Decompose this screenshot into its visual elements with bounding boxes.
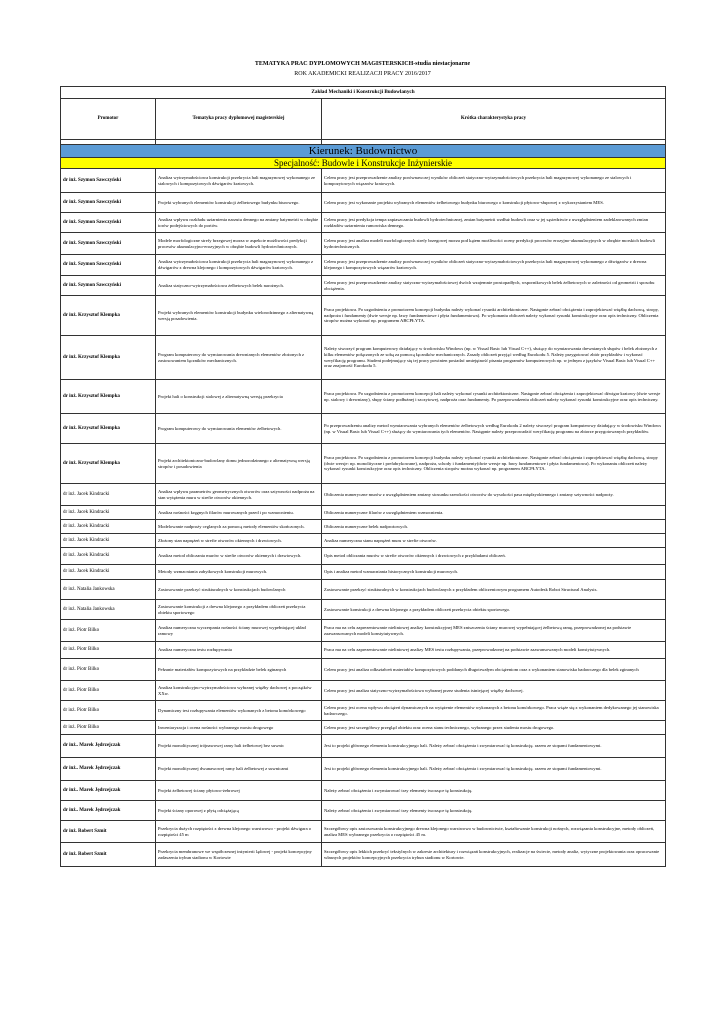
topic-cell: Pełzanie materiałów kompozytowych na przykładzie belek zginanych — [156, 659, 322, 681]
topic-cell: Zastosowanie przekryć strukturalnych w konstrukcjach budowlanych — [156, 580, 322, 600]
topic-cell: Projekt wybranych elementów konstrukcji budynku wielorodzinnego z alternatywną wersją posadowienia. — [156, 296, 322, 336]
description-cell: Obliczenia numeryczne murów z uwzględnieniem zmiany stosunku szerokości otworów do wysokości pasa międzyokiennego i zmiany sztywności nadproży. — [322, 484, 666, 506]
table-row — [61, 213, 666, 233]
description-cell: Należy zebrać obciążenia i zwymiarować trzy elementy tworzące tę konstrukcję. — [322, 801, 666, 821]
promotor-cell: dr inż. Szymon Sawczyński — [61, 233, 156, 255]
description-cell: Praca projektowa. Po uzgodnieniu z promotorem koncepcji hali należy wykonać rysunki architektoniczne. Następnie zebrać obciążenia i zaprojektować dźwigar kratowy (dwie wersje np. stalowy i drewniany), słupy ściany podłużnej i szczytowej, nadproża oraz fundamenty. Po przeprowadzeniu obliczeń należy wykonać rysunki konstrukcyjne oraz opis techniczny. — [322, 380, 666, 414]
description-cell: Celem pracy jest przeprowadzenie analizy porównawczej wyników obliczeń statyczno-wytrzymałościowych przekrycia hali magazynowej wykonanego z dźwigarów z drewna klejonego i kompozytowych wiązarów kratowych. — [322, 255, 666, 276]
topic-cell: Projekt monolitycznej dwunawowej ramy hali żelbetowej z suwnicami — [156, 758, 322, 781]
promotor-cell: dr inż. Piotr Bilko — [61, 721, 156, 735]
topic-cell: Analiza wpływu parametrów geometrycznych otworów oraz sztywności nadproża na stan wytężenia muru w strefie otworów okiennych. — [156, 484, 322, 506]
table-row — [61, 781, 666, 801]
table-row — [61, 843, 666, 867]
table-row — [61, 506, 666, 520]
table-row — [61, 821, 666, 843]
topic-cell: Modele morfologiczne strefy brzegowej morza w aspekcie możliwości predykcji procesów akumulacyjno-erozyjnych w obrębie budowli hydrotechnicznych. — [156, 233, 322, 255]
promotor-cell: dr inż. Piotr Bilko — [61, 659, 156, 681]
table-row — [61, 735, 666, 758]
description-cell: Celem pracy jest wykonanie projektu wybranych elementów żelbetowego budynku biurowego o konstrukcji płytowo-słupowej z wykorzystaniem MES. — [322, 193, 666, 213]
description-cell: Należy stworzyć program komputerowy działający w środowisku Windows (np. w Visual Basic lub Visual C++), służący do wymiarowania drewnianych słupów i belek złożonych z kilku elementów połączonych ze sobą za pomocą łączników mechanicznych. Zasady obliczeń przyjąć według Eurokodu 5. Należy przygotować zbiór przykładów i wykonać weryfikację programu. Student podejmujący się tej pracy powinien posiadać umiejętność pisania programów komputerowych np. w jednym z języków Visual Basic lub Visual C++ oraz znajomość Eurokodu 5. — [322, 336, 666, 380]
promotor-cell: dr inż.. Marek Jędrzejczak — [61, 801, 156, 821]
table-row — [61, 233, 666, 255]
description-cell: Celem pracy jest analiza modeli morfologicznych strefy brzegowej morza pod kątem możliwości oceny predykcji procesów erozyjno-akumulacyjnych w obrębie morskich budowli hydrotechnicznych. — [322, 233, 666, 255]
promotor-cell: dr inż. Natalia Jankowska — [61, 600, 156, 620]
description-cell: Obliczenia numeryczne belek nadprożowych. — [322, 520, 666, 534]
table-row — [61, 681, 666, 701]
topic-cell: Modelowanie nadproży ceglanych za pomocą metody elementów skończonych. — [156, 520, 322, 534]
promotor-cell: dr inż. Szymon Sawczyński — [61, 276, 156, 296]
description-cell: Analiza numeryczna stanu naprężeń muru w strefie otworów. — [322, 534, 666, 548]
table-row — [61, 565, 666, 580]
table-row — [61, 484, 666, 506]
topic-cell: Program komputerowy do wymiarowania drewnianych elementów złożonych z zastosowaniem łączników mechanicznych. — [156, 336, 322, 380]
table-row — [61, 534, 666, 548]
promotor-cell: dr inż. Szymon Sawczyński — [61, 255, 156, 276]
table-row — [61, 580, 666, 600]
promotor-cell: dr inż. Jacek Kindracki — [61, 548, 156, 565]
topic-cell: Złożony stan naprężeń w strefie otworów okiennych i drzwiowych. — [156, 534, 322, 548]
description-cell: Szczegółowy opis zastosowania konstrukcyjnego drewna klejonego warstwowo w budownictwie, kształtowanie konstrukcji nośnych, rozwiązania konstrukcyjne, metody obliczeń, analiza MES wybranego przekrycia o rozpiętości 45 m. — [322, 821, 666, 843]
table-row — [61, 701, 666, 721]
promotor-cell: dr inż. Krzysztof Klempka — [61, 336, 156, 380]
column-header-row — [61, 99, 666, 140]
kierunek-label: Kierunek: Budownictwo — [61, 145, 666, 158]
table-row — [61, 276, 666, 296]
promotor-cell: dr inż.. Marek Jędrzejczak — [61, 735, 156, 758]
table-row — [61, 801, 666, 821]
topic-cell: Projekt monolitycznej trójnawowej ramy hali żelbetowej bez suwnic — [156, 735, 322, 758]
unit-name: Zakład Mechaniki i Konstrukcji Budowlanych — [61, 87, 666, 99]
description-cell: Celem pracy jest przeprowadzenie analizy porównawczej wyników obliczeń statyczno-wytrzymałościowych przekrycia hali magazynowej wykonanego ze stalowych i kompozytowych wiązarów kratowych. — [322, 169, 666, 193]
topic-cell: Inwentaryzacja i ocena nośności wybranego mostu drogowego — [156, 721, 322, 735]
description-cell: Opis i analiza metod wzmacniania historycznych konstrukcji murowych. — [322, 565, 666, 580]
specjalnosc-label: Specjalność: Budowle i Konstrukcje Inżynierskie — [61, 158, 666, 169]
topic-cell: Analiza metod obliczania murów w strefie otworów okiennych i drzwiowych. — [156, 548, 322, 565]
promotor-cell: dr inż. Krzysztof Klempka — [61, 296, 156, 336]
topic-cell: Analiza numeryczna wyczerpania nośności ściany murowej wypełniającej układ ramowy — [156, 620, 322, 642]
promotor-cell: dr inż. Piotr Bilko — [61, 681, 156, 701]
promotor-cell: dr inż.. Marek Jędrzejczak — [61, 758, 156, 781]
promotor-cell: dr inż. Robert Szmit — [61, 821, 156, 843]
kierunek-row — [61, 145, 666, 158]
description-cell: Zastosowanie przekryć strukturalnych w konstrukcjach budowlanych z przykładem obliczeniowym programem Autodesk Robot Structural Analysis. — [322, 580, 666, 600]
topics-table — [60, 86, 666, 867]
description-cell: Praca projektowa. Po uzgodnieniu z promotorem koncepcji budynku należy wykonać rysunki architektoniczne. Następnie zebrać obciążenia i zaprojektować więźbę dachową, stropy (dwie wersje: np. monolityczne i prefabrykowane), nadproża, schody i fundamenty(dwie wersje np. ławy fundamentowe i płyta fundamentowa). Po wykonaniu obliczeń należy wykonać rysunki konstrukcyjne oraz opis techniczny. Obliczenia stropów można wykonać np. programem ABCPŁYTA. — [322, 444, 666, 484]
table-row — [61, 296, 666, 336]
promotor-cell: dr inż. Krzysztof Klempka — [61, 414, 156, 444]
description-cell: Po przeprowadzeniu analizy metod wymiarowania wybranych elementów żelbetowych według Eurokodu 2 należy stworzyć program komputerowy działający w środowisku Windows (np. w Visual Basic lub Visual C++) służący do wymiarowania tych elementów. Następnie należy przeprowadzić weryfikację programu na zbiorze przygotowanych przykładów. — [322, 414, 666, 444]
description-cell: Celem pracy jest przeprowadzenie analizy statyczno-wytrzymałościowej dwóch wzajemnie prostopadłych, wspornikowych belek żelbetowych w zależności od geometrii i sposobu obciążenia. — [322, 276, 666, 296]
topic-cell: Analiza wytrzymałościowa konstrukcji przekrycia hali magazynowej wykonanego z dźwigarów z drewna klejonego i kompozytowych dźwigarów kratowych. — [156, 255, 322, 276]
promotor-cell: dr inż. Piotr Bilko — [61, 701, 156, 721]
table-row — [61, 520, 666, 534]
description-cell: Szczegółowy opis lekkich przekryć tekstylnych w zakresie architektury i rozwiązań konstrukcyjnych, realizacje na świecie, metody analiz, wytyczne projektowania oraz opracowanie własnych projektów koncepcyjnych przekrycia trybun stadionu w Kortowie. — [322, 843, 666, 867]
table-row — [61, 414, 666, 444]
description-cell: Należy zebrać obciążenia i zwymiarować trzy elementy tworzące tę konstrukcję. — [322, 781, 666, 801]
table-row — [61, 721, 666, 735]
topic-cell: Projekt architektoniczno-budowlany domu jednorodzinnego z alternatywną wersją stropów i posadowienia — [156, 444, 322, 484]
table-row — [61, 659, 666, 681]
promotor-cell: dr inż. Krzysztof Klempka — [61, 380, 156, 414]
description-cell: Zastosowanie konstrukcji z drewna klejonego z przykładem obliczeń przekrycia obiektu sportowego. — [322, 600, 666, 620]
promotor-cell: dr inż. Jacek Kindracki — [61, 520, 156, 534]
table-row — [61, 336, 666, 380]
topic-cell: Metody wzmacniania zabytkowych konstrukcji murowych. — [156, 565, 322, 580]
table-row — [61, 620, 666, 642]
topic-cell: Zastosowanie konstrukcji z drewna klejonego z przykładem obliczeń przekrycia obiektu sportowego — [156, 600, 322, 620]
promotor-cell: dr inż. Jacek Kindracki — [61, 484, 156, 506]
promotor-cell: dr inż. Natalia Jankowska — [61, 580, 156, 600]
description-cell: Celem pracy jest szczegółowy przegląd obiektu oraz ocena stanu technicznego, wybranego przez studenta mostu drogowego. — [322, 721, 666, 735]
topic-cell: Projekt wybranych elementów konstrukcji żelbetowego budynku biurowego. — [156, 193, 322, 213]
promotor-cell: dr inż. Krzysztof Klempka — [61, 444, 156, 484]
table-row — [61, 642, 666, 659]
topic-cell: Analiza nośności kręgnych filarów murowanych przed i po wzmocnieniu. — [156, 506, 322, 520]
description-cell: Obliczenia numeryczne filarów z uwzględnieniem wzmocnienia. — [322, 506, 666, 520]
table-row — [61, 193, 666, 213]
unit-row — [61, 87, 666, 99]
promotor-cell: dr inż. Piotr Bilko — [61, 620, 156, 642]
topic-cell: Przekrycia membranowe we współczesnej inżynierii lądowej - projekt koncepcyjny zadaszenia trybun stadionu w Kortowie — [156, 843, 322, 867]
topic-cell: Przekrycia dużych rozpiętości z drewna klejonego warstwowo - projekt dźwigara o rozpiętości 45 m — [156, 821, 322, 843]
description-cell: Jest to projekt głównego elementu konstrukcyjnego hali. Należy zebrać obciążenia i zwymiarować tę konstrukcję. razem ze stopami fundamentowymi. — [322, 735, 666, 758]
table-row — [61, 548, 666, 565]
description-cell: Praca ma na celu zaprezentowanie nieliniowej analizy MES testu rozłupywania, przeprowadzonej na podstawie zaawansowanych modeli konstytutywnych. — [322, 642, 666, 659]
topic-cell: Analiza statyczno-wytrzymałościowa żelbetowych belek narożnych. — [156, 276, 322, 296]
table-row — [61, 758, 666, 781]
description-cell: Celem pracy jest ocena wpływu obciążeń dynamicznych na wytężenie elementów wykonanych z betonu komórkowego. Praca wiąże się z wykonaniem dedykowanego jej stanowiska badawczego. — [322, 701, 666, 721]
description-cell: Jest to projekt głównego elementu konstrukcyjnego hali. Należy zebrać obciążenia i zwymiarować tę konstrukcję. razem ze stopami fundamentowymi. — [322, 758, 666, 781]
table-row — [61, 380, 666, 414]
promotor-cell: dr inż.. Marek Jędrzejczak — [61, 781, 156, 801]
promotor-cell: dr inż. Robert Szmit — [61, 843, 156, 867]
academic-year: ROK AKADEMICKI REALIZACJI PRACY 2016/2017 — [294, 71, 431, 77]
description-cell: Celem pracy jest predykcja tempa zapiaszczania budowli hydrotechnicznej, zmian batymetrii wzdłuż budowli oraz w jej sąsiedztwie z uwzględnieniem zadeklarowanych zmian rozkładów uziarnienia rumowiska dennego. — [322, 213, 666, 233]
topic-cell: Projekt hali o konstrukcji stalowej z alternatywną wersją przekrycia — [156, 380, 322, 414]
topic-cell: Program komputerowy do wymiarowania elementów żelbetowych. — [156, 414, 322, 444]
description-cell: Praca ma na celu zaprezentowanie nieliniowej analizy konstrukcyjnej MES zniszczenia ściany murowej wypełniającej żelbetową ramę, przeprowadzonej na podstawie zaawansowanych modeli konstytutywnych. — [322, 620, 666, 642]
col-header-description: Krótka charakterystyka pracy — [322, 99, 666, 140]
description-cell: Praca projektowa. Po uzgodnieniu z promotorem koncepcji budynku należy wykonać rysunki architektoniczne. Następnie zebrać obciążenia i zaprojektować więźbę dachową, stropy, nadproża i fundamenty (dwie wersje np. ławy fundamentowe i płyta fundamentowa). Po wykonaniu obliczeń należy wykonać rysunki konstrukcyjne oraz opis techniczny. Obliczenia stropów można wykonać np. programem ABCPŁYTA. — [322, 296, 666, 336]
promotor-cell: dr inż. Piotr Bilko — [61, 642, 156, 659]
promotor-cell: dr inż. Jacek Kindracki — [61, 506, 156, 520]
description-cell: Opis metod obliczania murów w strefie otworów okiennych i drzwiowych z przykładami obliczeń. — [322, 548, 666, 565]
topic-cell: Dynamiczny test rozłupywania elementów wykonanych z betonu komórkowego — [156, 701, 322, 721]
promotor-cell: dr inż. Szymon Sawczyński — [61, 193, 156, 213]
topic-cell: Analiza wytrzymałościowa konstrukcji przekrycia hali magazynowej wykonanego ze stalowych i kompozytowych dźwigarów kratowych. — [156, 169, 322, 193]
col-header-topic: Tematyka pracy dyplomowej magisterskiej — [156, 99, 322, 140]
specjalnosc-row — [61, 158, 666, 169]
promotor-cell: dr inż. Jacek Kindracki — [61, 534, 156, 548]
col-header-promotor: Promotor — [61, 99, 156, 140]
topic-cell: Projekt ściany oporowej z płytą odciążającą — [156, 801, 322, 821]
document-title: TEMATYKA PRAC DYPLOMOWYCH MAGISTERSKICH-studia niestacjonarne — [254, 61, 471, 67]
topic-cell: Analiza wpływu rozkładu uziarnienia narzutu dennego na zmiany batymetrii w obrębie torów podejściowych do portów. — [156, 213, 322, 233]
promotor-cell: dr inż. Jacek Kindracki — [61, 565, 156, 580]
promotor-cell: dr inż. Szymon Sawczyński — [61, 213, 156, 233]
description-cell: Celem pracy jest analiza statyczno-wytrzymałościowa wybranej przez studenta istniejącej więźby dachowej. — [322, 681, 666, 701]
description-cell: Celem pracy jest analiza odkształceń materiałów kompozytowych poddanych długotrwałym obciążeniom oraz z wykonaniem stanowiska badawczego dla belek zginanych — [322, 659, 666, 681]
table-row — [61, 255, 666, 276]
topic-cell: Projekt żelbetowej ściany płytowo-żebrowej — [156, 781, 322, 801]
promotor-cell: dr inż. Szymon Sawczyński — [61, 169, 156, 193]
topic-cell: Analiza konstrukcyjno-wytrzymałościowa wybranej więźby dachowej z początków XXw. — [156, 681, 322, 701]
table-row — [61, 444, 666, 484]
table-row — [61, 600, 666, 620]
topic-cell: Analiza numeryczna testu rozłupywania — [156, 642, 322, 659]
table-row — [61, 169, 666, 193]
